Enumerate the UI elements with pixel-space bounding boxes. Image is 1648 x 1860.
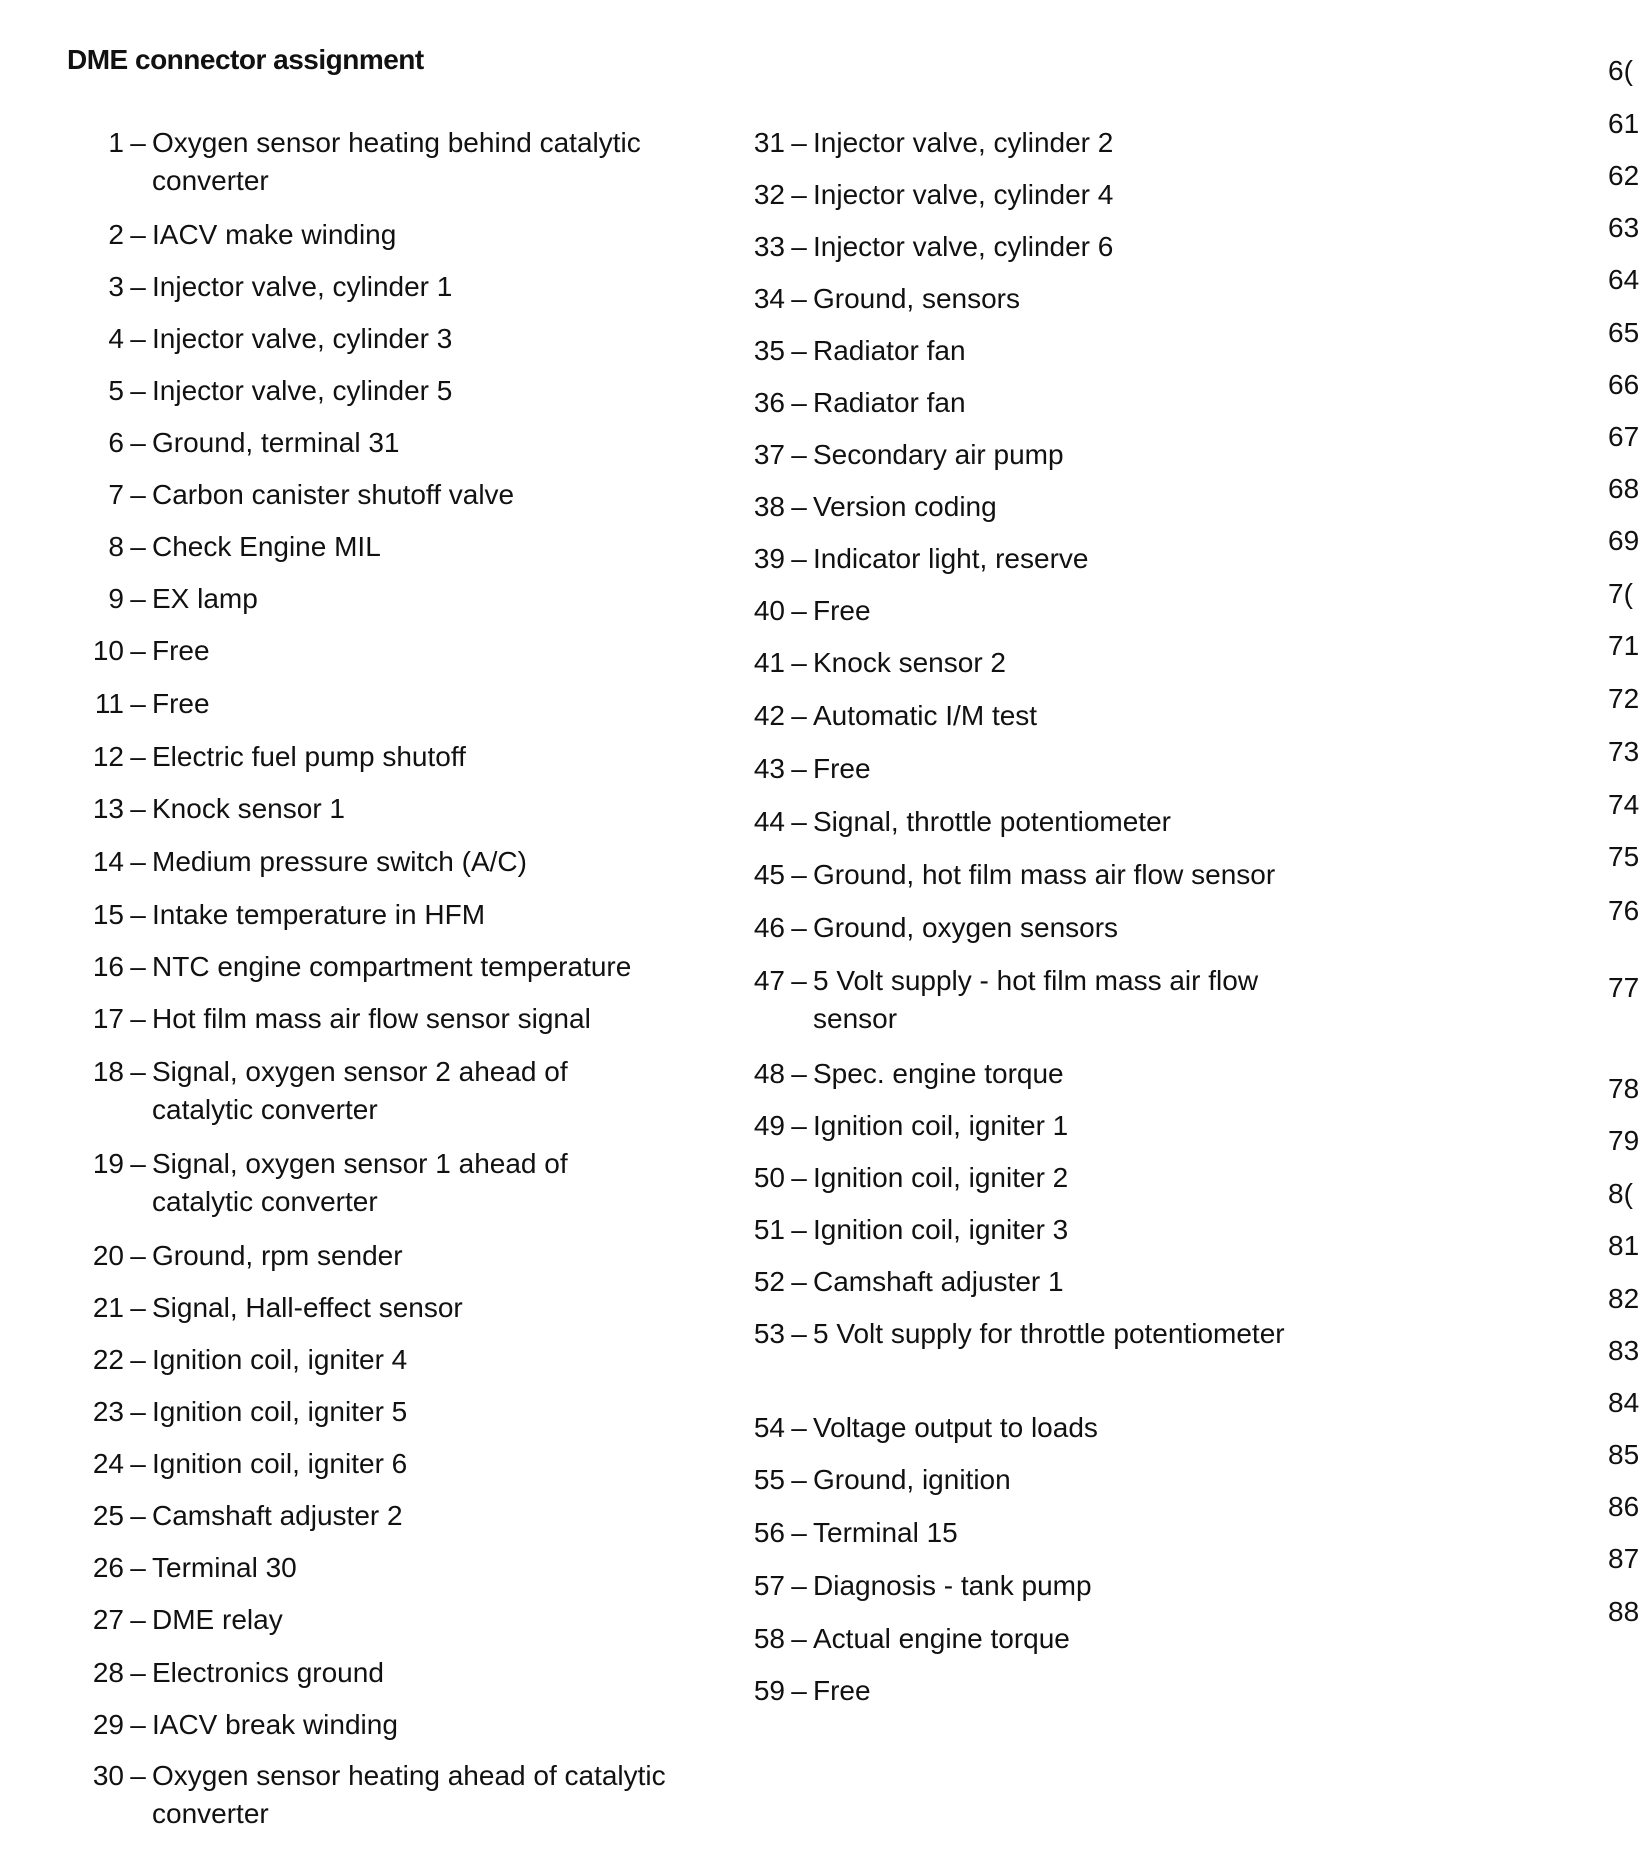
- pin-number: 73: [1608, 736, 1640, 767]
- pin-description: Version coding: [813, 491, 997, 522]
- separator-dash: –: [130, 531, 146, 562]
- pin-number: 59: [753, 1675, 785, 1706]
- list-item: [1608, 1488, 1648, 1526]
- pin-number: 41: [753, 647, 785, 678]
- separator-dash: –: [791, 439, 807, 470]
- separator-dash: –: [130, 1240, 146, 1271]
- separator-dash: –: [791, 1570, 807, 1601]
- separator-dash: –: [130, 1448, 146, 1479]
- list-item: [719, 1211, 1333, 1249]
- list-item: [1608, 786, 1648, 824]
- list-item: [58, 1497, 672, 1535]
- pin-number: 58: [753, 1623, 785, 1654]
- pin-description: Oxygen sensor heating ahead of catalytic converter: [152, 1760, 666, 1829]
- pin-description: DME relay: [152, 1604, 283, 1635]
- separator-dash: –: [130, 1148, 146, 1179]
- list-item: [58, 424, 672, 462]
- pin-description: Knock sensor 1: [152, 793, 345, 824]
- list-item: [719, 228, 1333, 266]
- list-item: [58, 124, 672, 200]
- list-item: [58, 1341, 672, 1379]
- pin-description: IACV break winding: [152, 1709, 398, 1740]
- pin-number: 78: [1608, 1073, 1640, 1104]
- list-item: [1608, 52, 1648, 90]
- pin-description: Injector valve, cylinder 4: [813, 179, 1114, 210]
- pin-number: 50: [753, 1162, 785, 1193]
- pin-number: 38: [753, 491, 785, 522]
- pin-description: Free: [152, 688, 210, 719]
- list-item: [58, 843, 672, 881]
- pin-number: 20: [92, 1240, 124, 1271]
- pin-number: 37: [753, 439, 785, 470]
- pin-number: 75: [1608, 841, 1640, 872]
- list-item: [58, 1549, 672, 1587]
- separator-dash: –: [130, 1709, 146, 1740]
- separator-dash: –: [791, 127, 807, 158]
- pin-number: 40: [753, 595, 785, 626]
- pin-description: Spec. engine torque: [813, 1058, 1064, 1089]
- separator-dash: –: [791, 1110, 807, 1141]
- list-item: [1608, 366, 1648, 404]
- separator-dash: –: [791, 647, 807, 678]
- list-item: [58, 268, 672, 306]
- pin-description: Signal, oxygen sensor 2 ahead of catalytic converter: [152, 1056, 568, 1125]
- pin-number: 10: [92, 635, 124, 666]
- separator-dash: –: [130, 1292, 146, 1323]
- list-item: [719, 280, 1333, 318]
- separator-dash: –: [130, 1500, 146, 1531]
- separator-dash: –: [791, 1517, 807, 1548]
- pin-number: 71: [1608, 630, 1640, 661]
- pin-description: Knock sensor 2: [813, 647, 1006, 678]
- separator-dash: –: [791, 543, 807, 574]
- pin-description: Signal, throttle potentiometer: [813, 806, 1171, 837]
- separator-dash: –: [791, 491, 807, 522]
- list-item: [719, 909, 1333, 947]
- list-item: [1608, 680, 1648, 718]
- pin-number: 67: [1608, 421, 1640, 452]
- pin-number: 65: [1608, 317, 1640, 348]
- pin-description: Free: [813, 595, 871, 626]
- pin-description: Intake temperature in HFM: [152, 899, 486, 930]
- separator-dash: –: [791, 859, 807, 890]
- separator-dash: –: [791, 335, 807, 366]
- separator-dash: –: [130, 583, 146, 614]
- separator-dash: –: [791, 1058, 807, 1089]
- pin-description: Medium pressure switch (A/C): [152, 846, 527, 877]
- pin-description: Diagnosis - tank pump: [813, 1570, 1092, 1601]
- list-item: [719, 1409, 1333, 1447]
- list-item: [58, 1053, 672, 1129]
- list-item: [1608, 1384, 1648, 1422]
- pin-number: 2: [108, 219, 124, 250]
- list-item: [58, 1445, 672, 1483]
- pin-description: 5 Volt supply for throttle potentiometer: [813, 1318, 1285, 1349]
- pin-description: Actual engine torque: [813, 1623, 1070, 1654]
- list-item: [58, 1289, 672, 1327]
- pin-number: 42: [753, 700, 785, 731]
- pin-number: 4: [108, 323, 124, 354]
- pin-number: 66: [1608, 369, 1640, 400]
- list-item: [1608, 892, 1648, 930]
- list-item: [719, 1514, 1333, 1552]
- list-item: [719, 1620, 1333, 1658]
- separator-dash: –: [791, 1162, 807, 1193]
- pin-number: 3: [108, 271, 124, 302]
- separator-dash: –: [791, 387, 807, 418]
- list-item: [719, 1567, 1333, 1605]
- separator-dash: –: [130, 219, 146, 250]
- pin-number: 6: [108, 427, 124, 458]
- pin-number: 51: [753, 1214, 785, 1245]
- list-item: [719, 436, 1333, 474]
- list-item: [1608, 627, 1648, 665]
- list-item: [58, 738, 672, 776]
- list-item: [58, 1393, 672, 1431]
- pin-number: 31: [753, 127, 785, 158]
- pin-number: 47: [753, 965, 785, 996]
- list-item: [58, 1601, 672, 1639]
- pin-description: Carbon canister shutoff valve: [152, 479, 515, 510]
- pin-number: 64: [1608, 264, 1640, 295]
- list-item: [1608, 733, 1648, 771]
- pin-number: 34: [753, 283, 785, 314]
- pin-description: EX lamp: [152, 583, 258, 614]
- separator-dash: –: [130, 846, 146, 877]
- list-item: [719, 750, 1333, 788]
- pin-description: Signal, Hall-effect sensor: [152, 1292, 463, 1323]
- list-item: [719, 644, 1333, 682]
- list-item: [58, 1757, 672, 1833]
- pin-description: Electric fuel pump shutoff: [152, 741, 466, 772]
- list-item: [58, 1237, 672, 1275]
- pin-description: Camshaft adjuster 2: [152, 1500, 403, 1531]
- pin-number: 77: [1608, 972, 1640, 1003]
- pin-description: Injector valve, cylinder 5: [152, 375, 453, 406]
- list-item: [58, 948, 672, 986]
- separator-dash: –: [130, 427, 146, 458]
- list-item: [719, 176, 1333, 214]
- list-item: [58, 476, 672, 514]
- pin-description: Secondary air pump: [813, 439, 1064, 470]
- pin-number: 8(: [1608, 1178, 1633, 1209]
- separator-dash: –: [791, 912, 807, 943]
- pin-number: 62: [1608, 160, 1640, 191]
- separator-dash: –: [130, 1056, 146, 1087]
- list-item: [1608, 838, 1648, 876]
- pin-number: 22: [92, 1344, 124, 1375]
- pin-number: 44: [753, 806, 785, 837]
- pin-number: 43: [753, 753, 785, 784]
- pin-description: Injector valve, cylinder 3: [152, 323, 453, 354]
- pin-description: 5 Volt supply - hot film mass air flow sensor: [813, 965, 1259, 1034]
- list-item: [58, 632, 672, 670]
- pin-number: 48: [753, 1058, 785, 1089]
- list-item: [719, 488, 1333, 526]
- pin-description: Ignition coil, igniter 4: [152, 1344, 408, 1375]
- list-item: [719, 803, 1333, 841]
- pin-description: Ground, rpm sender: [152, 1240, 403, 1271]
- list-item: [1608, 470, 1648, 508]
- separator-dash: –: [791, 283, 807, 314]
- list-item: [1608, 522, 1648, 560]
- separator-dash: –: [130, 1760, 146, 1791]
- list-item: [719, 592, 1333, 630]
- list-item: [58, 685, 672, 723]
- separator-dash: –: [791, 1412, 807, 1443]
- pin-number: 61: [1608, 108, 1640, 139]
- pin-number: 56: [753, 1517, 785, 1548]
- list-item: [1608, 418, 1648, 456]
- separator-dash: –: [791, 700, 807, 731]
- list-item: [58, 1145, 672, 1221]
- pin-number: 7(: [1608, 578, 1633, 609]
- list-item: [58, 1654, 672, 1692]
- pin-number: 16: [92, 951, 124, 982]
- pin-description: Hot film mass air flow sensor signal: [152, 1003, 591, 1034]
- pin-description: Free: [813, 753, 871, 784]
- separator-dash: –: [130, 793, 146, 824]
- pin-number: 54: [753, 1412, 785, 1443]
- list-item: [58, 1706, 672, 1744]
- pin-number: 84: [1608, 1387, 1640, 1418]
- pin-number: 82: [1608, 1283, 1640, 1314]
- pin-number: 72: [1608, 683, 1640, 714]
- pin-description: Indicator light, reserve: [813, 543, 1089, 574]
- pin-number: 6(: [1608, 55, 1633, 86]
- separator-dash: –: [130, 635, 146, 666]
- pin-description: Injector valve, cylinder 2: [813, 127, 1114, 158]
- list-item: [719, 1159, 1333, 1197]
- separator-dash: –: [791, 231, 807, 262]
- pin-description: Ignition coil, igniter 6: [152, 1448, 408, 1479]
- pin-number: 55: [753, 1464, 785, 1495]
- separator-dash: –: [791, 1318, 807, 1349]
- list-item: [719, 124, 1333, 162]
- pin-number: 15: [92, 899, 124, 930]
- pin-number: 63: [1608, 212, 1640, 243]
- pin-description: IACV make winding: [152, 219, 397, 250]
- separator-dash: –: [791, 179, 807, 210]
- list-item: [1608, 105, 1648, 143]
- pin-description: Ignition coil, igniter 5: [152, 1396, 408, 1427]
- pin-number: 46: [753, 912, 785, 943]
- pin-number: 88: [1608, 1596, 1640, 1627]
- pin-number: 11: [94, 688, 124, 719]
- list-item: [719, 540, 1333, 578]
- separator-dash: –: [130, 271, 146, 302]
- pin-description: Ground, sensors: [813, 283, 1020, 314]
- pin-description: Automatic I/M test: [813, 700, 1038, 731]
- separator-dash: –: [130, 479, 146, 510]
- pin-number: 36: [753, 387, 785, 418]
- list-item: [1608, 1540, 1648, 1578]
- pin-number: 30: [92, 1760, 124, 1791]
- separator-dash: –: [791, 1464, 807, 1495]
- list-item: [1608, 1175, 1648, 1213]
- separator-dash: –: [130, 951, 146, 982]
- pin-number: 83: [1608, 1335, 1640, 1366]
- pin-number: 39: [753, 543, 785, 574]
- pin-number: 25: [92, 1500, 124, 1531]
- list-item: [1608, 261, 1648, 299]
- pin-description: Free: [813, 1675, 871, 1706]
- pin-description: Radiator fan: [813, 335, 966, 366]
- separator-dash: –: [130, 1003, 146, 1034]
- pin-description: Ground, ignition: [813, 1464, 1011, 1495]
- list-item: [1608, 157, 1648, 195]
- list-item: [1608, 575, 1648, 613]
- pin-number: 76: [1608, 895, 1640, 926]
- pin-number: 12: [92, 741, 124, 772]
- separator-dash: –: [130, 1396, 146, 1427]
- pin-number: 1: [108, 127, 124, 158]
- pin-number: 13: [92, 793, 124, 824]
- pin-description: Ground, hot film mass air flow sensor: [813, 859, 1276, 890]
- list-item: [719, 962, 1333, 1038]
- list-item: [58, 528, 672, 566]
- pin-number: 19: [92, 1148, 124, 1179]
- pin-number: 68: [1608, 473, 1640, 504]
- pin-number: 57: [753, 1570, 785, 1601]
- pin-number: 21: [92, 1292, 124, 1323]
- pin-number: 32: [753, 179, 785, 210]
- pin-description: Ignition coil, igniter 1: [813, 1110, 1069, 1141]
- list-item: [58, 1000, 672, 1038]
- separator-dash: –: [130, 323, 146, 354]
- separator-dash: –: [130, 1552, 146, 1583]
- separator-dash: –: [130, 1604, 146, 1635]
- pin-description: Injector valve, cylinder 6: [813, 231, 1114, 262]
- list-item: [719, 384, 1333, 422]
- list-item: [1608, 1436, 1648, 1474]
- pin-number: 9: [108, 583, 124, 614]
- pin-description: NTC engine compartment temperature: [152, 951, 632, 982]
- pin-number: 81: [1608, 1230, 1640, 1261]
- list-item: [719, 856, 1333, 894]
- separator-dash: –: [791, 1623, 807, 1654]
- list-item: [719, 1672, 1333, 1710]
- list-item: [1608, 969, 1648, 1007]
- separator-dash: –: [130, 1657, 146, 1688]
- list-item: [719, 697, 1333, 735]
- list-item: [58, 216, 672, 254]
- list-item: [1608, 209, 1648, 247]
- pin-number: 24: [92, 1448, 124, 1479]
- separator-dash: –: [791, 1214, 807, 1245]
- separator-dash: –: [130, 1344, 146, 1375]
- pin-number: 29: [92, 1709, 124, 1740]
- separator-dash: –: [130, 127, 146, 158]
- list-item: [58, 580, 672, 618]
- pin-description: Check Engine MIL: [152, 531, 381, 562]
- list-item: [1608, 1227, 1648, 1265]
- pin-description: Ground, oxygen sensors: [813, 912, 1119, 943]
- pin-description: Electronics ground: [152, 1657, 384, 1688]
- pin-number: 8: [108, 531, 124, 562]
- list-item: [58, 896, 672, 934]
- list-item: [1608, 1593, 1648, 1631]
- list-item: [719, 1263, 1333, 1301]
- pin-number: 17: [92, 1003, 124, 1034]
- list-item: [1608, 1122, 1648, 1160]
- pin-description: Signal, oxygen sensor 1 ahead of catalytic converter: [152, 1148, 568, 1217]
- list-item: [1608, 1332, 1648, 1370]
- separator-dash: –: [130, 375, 146, 406]
- separator-dash: –: [130, 741, 146, 772]
- pin-number: 7: [108, 479, 124, 510]
- list-item: [58, 790, 672, 828]
- pin-number: 74: [1608, 789, 1640, 820]
- pin-description: Terminal 30: [152, 1552, 297, 1583]
- pin-number: 35: [753, 335, 785, 366]
- pin-description: Ignition coil, igniter 2: [813, 1162, 1069, 1193]
- pin-number: 5: [108, 375, 124, 406]
- pin-number: 87: [1608, 1543, 1640, 1574]
- list-item: [1608, 1280, 1648, 1318]
- pin-number: 45: [753, 859, 785, 890]
- separator-dash: –: [130, 899, 146, 930]
- separator-dash: –: [791, 1266, 807, 1297]
- list-item: [719, 1055, 1333, 1093]
- pin-description: Camshaft adjuster 1: [813, 1266, 1064, 1297]
- separator-dash: –: [791, 965, 807, 996]
- separator-dash: –: [130, 688, 146, 719]
- list-item: [719, 1461, 1333, 1499]
- pin-description: Ignition coil, igniter 3: [813, 1214, 1069, 1245]
- pin-number: 86: [1608, 1491, 1640, 1522]
- pin-number: 79: [1608, 1125, 1640, 1156]
- pin-description: Radiator fan: [813, 387, 966, 418]
- separator-dash: –: [791, 1675, 807, 1706]
- list-item: [58, 372, 672, 410]
- pin-number: 26: [92, 1552, 124, 1583]
- separator-dash: –: [791, 595, 807, 626]
- pin-number: 85: [1608, 1439, 1640, 1470]
- page-title: DME connector assignment: [67, 44, 424, 75]
- pin-description: Ground, terminal 31: [152, 427, 400, 458]
- pin-number: 53: [753, 1318, 785, 1349]
- pin-number: 14: [92, 846, 124, 877]
- list-item: [1608, 1070, 1648, 1108]
- pin-number: 33: [753, 231, 785, 262]
- pin-description: Voltage output to loads: [813, 1412, 1098, 1443]
- list-item: [719, 1315, 1333, 1353]
- pin-number: 52: [753, 1266, 785, 1297]
- pin-number: 69: [1608, 525, 1640, 556]
- pin-description: Oxygen sensor heating behind catalytic converter: [152, 127, 641, 196]
- separator-dash: –: [791, 806, 807, 837]
- pin-description: Terminal 15: [813, 1517, 958, 1548]
- pin-number: 49: [753, 1110, 785, 1141]
- list-item: [58, 320, 672, 358]
- pin-number: 23: [92, 1396, 124, 1427]
- pin-number: 18: [92, 1056, 124, 1087]
- list-item: [719, 1107, 1333, 1145]
- pin-number: 27: [92, 1604, 124, 1635]
- separator-dash: –: [791, 753, 807, 784]
- pin-description: Free: [152, 635, 210, 666]
- list-item: [1608, 314, 1648, 352]
- pin-description: Injector valve, cylinder 1: [152, 271, 453, 302]
- list-item: [719, 332, 1333, 370]
- pin-number: 28: [92, 1657, 124, 1688]
